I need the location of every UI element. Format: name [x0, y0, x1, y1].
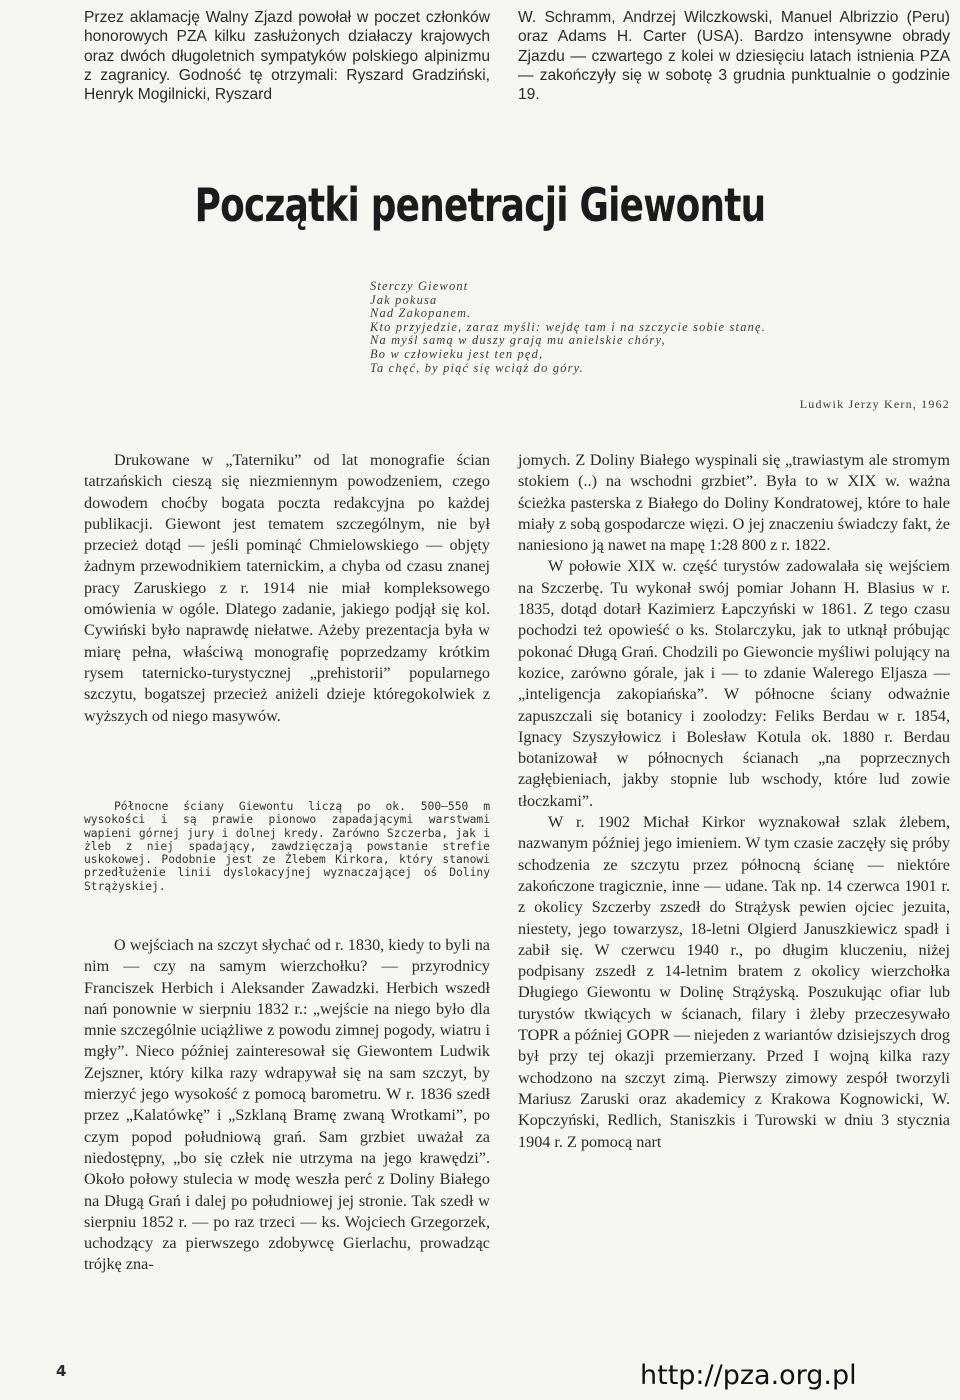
poem-line: Jak pokusa — [370, 292, 438, 307]
intro-left-text: Przez aklamację Walny Zjazd powołał w poczet członków honorowych PZA kilku zasłużonych działaczy krajowych oraz dwóch długoletnich sympatyków polskiego alpinizmu z zagranicy. Godność tę otrzymali: Ryszard Gradziński, Henryk Mogilnicki, Ryszard — [84, 9, 490, 104]
paragraph: O wejściach na szczyt słychać od r. 1830, kiedy to byli na nim — czy na samym wierzchołku? — przyrodnicy Franciszek Herbich i Aleksander Zawadzki. Herbich wszedł nań ponownie w sierpniu 1832 r.: „wejście na niego było dla mnie szczególnie uciążliwe z powodu zimnej pogody, wiatru i mgły”. Nieco później zainteresował się Giewontem Ludwik Zejszner, który kilka razy wdrapywał się na sam szczyt, by mierzyć jego wysokość z pomocą barometru. W r. 1836 szedł przez „Kalatówkę” i „Szklaną Bramę zwaną Wrotkami”, po czym popod południową grań. Sam grzbiet uważał za niedostępny, „bo się człek nie utrzyma na jego krawędzi”. Około połowy stulecia w modę weszła perć z Doliny Białego na Długą Grań i dalej po południowej jej stronie. Tak szedł w sierpniu 1852 r. — po raz trzeci — ks. Wojciech Grzegorzek, uchodzący za pierwszego zdobywcę Gierlachu, prowadząc trójkę zna- — [84, 936, 490, 1274]
poem-line: Ta chęć, by piąć się wciąż do góry. — [370, 360, 584, 375]
geology-note — [84, 800, 490, 893]
paragraph: Drukowane w „Taterniku” od lat monografie ścian tatrzańskich cieszą się niezmiennym powodzeniem, czego dowodem choćby bogata poczta redakcyjna po każdej publikacji. Giewont jest tematem szczególnym, nie był przecież dotąd — jeśli pominąć Chmielowskiego — objęty żadnym przewodnikiem taternickim, a chyba od czasu znanej pracy Zaruskiego z r. 1914 nie miał kompleksowego omówienia w ogóle. Dlatego zadanie, jakiego podjął się kol. Cywiński było naprawdę niełatwe. Ażeby prezentacja była w miarę pełna, właściwą monografię poprzedzamy krótkim rysem taternicko-turystycznej „prehistorii” popularnego szczytu, bogatszej przecież aniżeli dzieje któregokolwiek z wyższych od niego masywów. — [84, 451, 490, 725]
note-paragraph: Północne ściany Giewontu liczą po ok. 500—550 m wysokości i są prawie pionowo zapadającymi warstwami wapieni górnej jury i dolnej kredy. Zarówno Szczerba, jak i żleb z niej spadający, zawdzięczają powstanie strefie uskokowej. Podobnie jest ze Żlebem Kirkora, który stanowi przedłużenie linii dyslokacyjnej wyznaczającej oś Doliny Strążyskiej. — [84, 800, 490, 893]
article-intro — [84, 450, 490, 727]
poem-line: Bo w człowieku jest ten pęd, — [370, 346, 544, 361]
article-body-left — [84, 935, 490, 1276]
poem-line: Sterczy Giewont — [370, 279, 469, 293]
page-number: 4 — [56, 1362, 67, 1380]
poem-line: Na myśl samą w duszy grają mu anielskie chóry, — [370, 333, 666, 348]
epigraph-poem — [370, 280, 950, 375]
paragraph: W r. 1902 Michał Kirkor wyznakował szlak żlebem, nazwanym później jego imieniem. W tym czasie zaczęły się próby schodzenia ze szczytu przez północną ścianę — niektóre zakończone tragicznie, inne — udane. Tak np. 14 czerwca 1901 r. z okolicy Szczerby zszedł do Strążysk pewien ojciec jezuita, niestety, jego towarzysz, 18-letni Olgierd Januszkiewicz spadł i zabił się. W czerwcu 1940 r., po długim kluczeniu, niżej podpisany zszedł z 14-letnim bratem z okolicy wierzchołka Długiego Giewontu w Dolinę Strążyską. Poszukując ofiar lub turystów tkwiących w ścianach, filary i żleby przeczesywało TOPR a później GOPR — niejeden z wariantów dzisiejszych drog był przy tej okazji przemierzany. Przed I wojną kilka razy wchodzono na szczyt zimą. Pierwszy zimowy zespół tworzyli Mariusz Zaruski oraz akademicy z Krakowa Kognowicki, W. Kopczyński, Redlich, Staniszkis i Turowski w dniu 3 stycznia 1904 r. Z pomocą nart — [518, 813, 950, 1151]
intro-right-text: W. Schramm, Andrzej Wilczkowski, Manuel Albrizzio (Peru) oraz Adams H. Carter (USA). Bardzo intensywne obrady Zjazdu — czwartego z kolei w dziesięciu latach istnienia PZA — zakończyły się w sobotę 3 grudnia punktualnie o godzinie 19. — [518, 9, 950, 104]
paragraph: jomych. Z Doliny Białego wyspinali się „trawiastym ale stromym stokiem (..) na wschodni grzbiet”. Była to w XIX w. ważna ścieżka pasterska z Białego do Doliny Kondratowej, które to hale miały z sobą gospodarcze więzi. O jej znaczeniu świadczy fakt, że naniesiono ją nawet na mapę 1:28 800 z r. 1822. — [518, 451, 950, 555]
paragraph: W połowie XIX w. część turystów zadowalała się wejściem na Szczerbę. Tu wykonał swój pomiar Johann H. Blasius w r. 1835, dotąd dotarł Kazimierz Łapczyński w 1861. Z tego czasu pochodzi też opowieść o ks. Stolarczyku, jak to utknął próbując pokonać Długą Grań. Chodzili po Giewoncie myśliwi polujący na kozice, zarówno górale, jak i — to zdanie Walerego Eljasza — „inteligencja zakopiańska”. W północne ściany odważnie zapuszczali się botanicy i zoolodzy: Feliks Berdau w r. 1854, Ignacy Szyszyłowicz i Bolesław Kotula ok. 1880 r. Berdau botanizował w północnych ścianach „na poprzecznych zagłębieniach, jakby stopnie lub wschody, które lud zowie tłoczkami”. — [518, 557, 950, 810]
article-body-right — [518, 450, 950, 1153]
poem-line: Nad Zakopanem. — [370, 306, 472, 321]
article-title: Początki penetracji Giewontu — [194, 178, 766, 232]
poem-line: Kto przyjedzie, zaraz myśli: wejdę tam i na szczycie sobie stanę. — [370, 319, 766, 334]
source-url: http://pza.org.pl — [640, 1360, 857, 1391]
poem-author: Ludwik Jerzy Kern, 1962 — [799, 397, 950, 411]
